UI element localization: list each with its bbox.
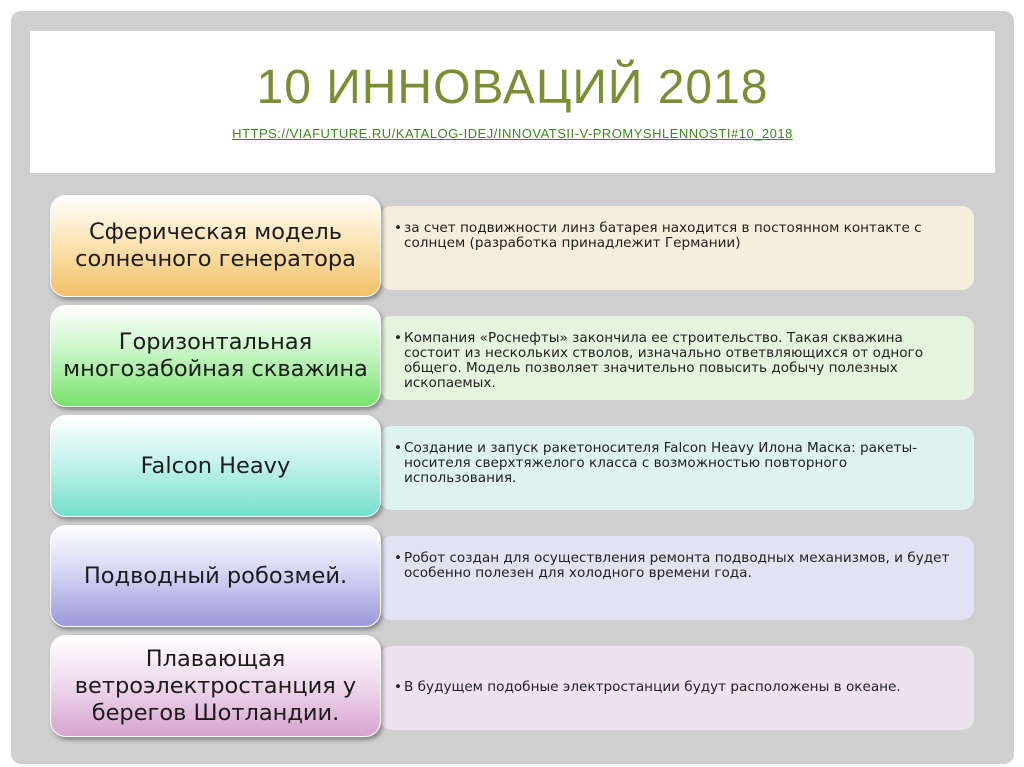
innovation-description: [380, 426, 974, 510]
innovation-row: [50, 415, 976, 517]
description-text: Компания «Роснефты» закончила ее строительство. Такая скважина состоит из нескольких стволов, изначально ответвляющихся от одного общего. Модель позволяет значительно повысить добычу полезных ископаемых.: [404, 330, 924, 391]
description-text: Робот создан для осуществления ремонта подводных механизмов, и будет особенно полезен для холодного времени года.: [404, 550, 950, 581]
description-text: Создание и запуск ракетоносителя Falcon Heavy Илона Маска: ракеты-носителя сверхтяжелого класса с возможностью повторного использования.: [404, 440, 918, 486]
description-text: В будущем подобные электростанции будут расположены в океане.: [404, 679, 901, 695]
title-box: [30, 31, 995, 173]
innovation-label: Falcon Heavy: [50, 415, 381, 517]
innovation-description: [380, 536, 974, 620]
innovation-label: Сферическая модель солнечного генератора: [50, 195, 381, 297]
bullet-icon: •: [394, 679, 403, 695]
innovation-description: [380, 316, 974, 400]
innovation-row: [50, 525, 976, 627]
innovation-label: Горизонтальная многозабойная скважина: [50, 305, 381, 407]
bullet-icon: •: [394, 440, 403, 456]
slide-title: 10 ИННОВАЦИЙ 2018: [256, 61, 769, 114]
source-link[interactable]: HTTPS://VIAFUTURE.RU/KATALOG-IDEJ/INNOVATSII-V-PROMYSHLENNOSTI#10_2018: [232, 126, 793, 141]
bullet-icon: •: [394, 330, 403, 346]
innovation-label: Плавающая ветроэлектростанция у берегов Шотландии.: [50, 635, 381, 737]
innovation-description: [380, 646, 974, 730]
bullet-icon: •: [394, 220, 403, 236]
innovation-label: Подводный робозмей.: [50, 525, 381, 627]
innovation-row: [50, 195, 976, 297]
innovation-description: [380, 206, 974, 290]
description-text: за счет подвижности линз батарея находится в постоянном контакте с солнцем (разработка принадлежит Германии): [404, 220, 922, 251]
innovation-row: [50, 635, 976, 737]
bullet-icon: •: [394, 550, 403, 566]
innovation-row: [50, 305, 976, 407]
